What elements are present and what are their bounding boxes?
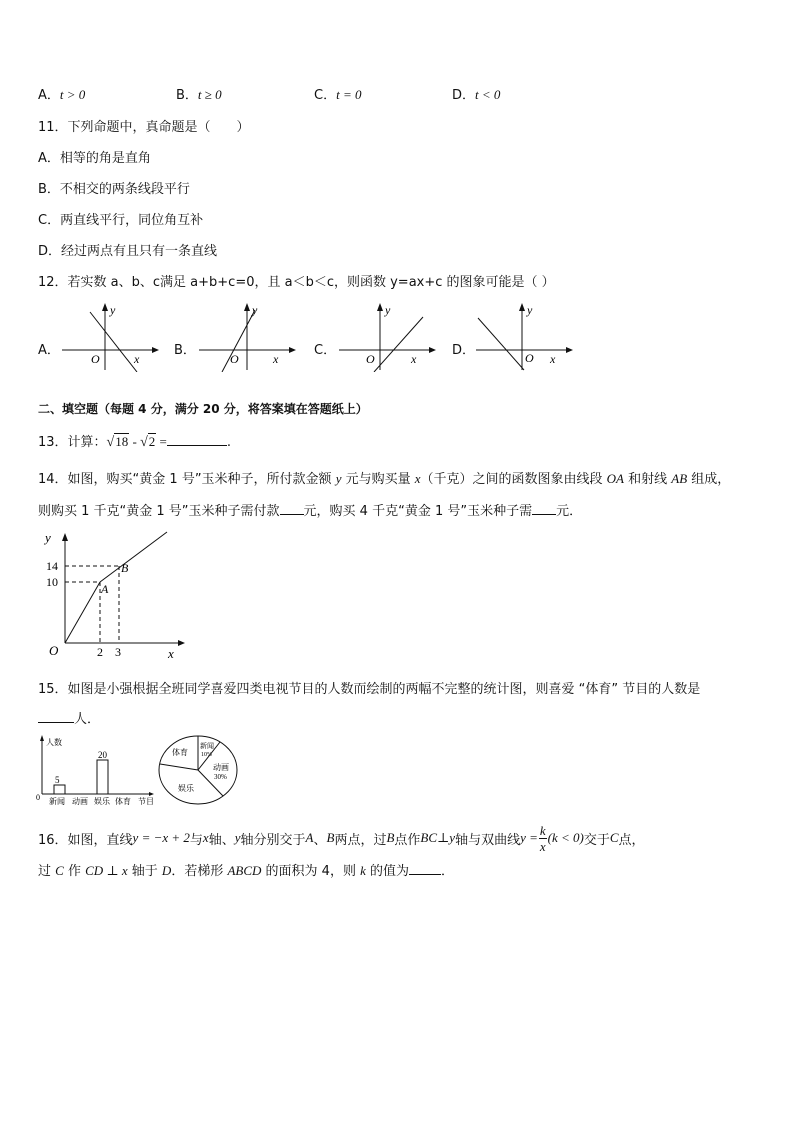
x-label: x bbox=[134, 352, 140, 366]
x-tick-3: 3 bbox=[115, 645, 121, 659]
q15-bar-chart bbox=[32, 732, 160, 808]
x-label: x bbox=[550, 352, 556, 366]
q12-graph-a bbox=[60, 300, 160, 372]
label-sports: 体育 bbox=[172, 748, 188, 757]
answer-blank[interactable] bbox=[38, 710, 74, 723]
category-news: 新闻 bbox=[49, 797, 65, 806]
ray-ab bbox=[100, 532, 167, 582]
y-axis-arrow bbox=[62, 533, 68, 541]
label-entertainment: 娱乐 bbox=[178, 784, 194, 793]
x-axis-arrow bbox=[289, 347, 296, 353]
y-tick-14: 14 bbox=[46, 559, 58, 573]
bar-news bbox=[54, 785, 65, 794]
q15-pie-chart bbox=[157, 734, 239, 806]
q16-line2: 过 C 作 CD ⊥ x 轴于 D．若梯形 ABCD 的面积为 4，则 k 的值为 ． bbox=[38, 863, 455, 879]
q12-graph-d bbox=[474, 300, 574, 372]
q11-option-b: B．不相交的两条线段平行 bbox=[38, 182, 190, 197]
y-axis-arrow bbox=[40, 735, 44, 741]
x-label: x bbox=[273, 352, 279, 366]
x-axis-arrow bbox=[149, 792, 154, 796]
category-animation: 动画 bbox=[72, 797, 88, 806]
answer-blank-2[interactable] bbox=[532, 502, 556, 515]
label-animation-percent: 30% bbox=[214, 773, 227, 781]
value-label-5: 5 bbox=[55, 775, 60, 785]
sqrt-symbol: √ bbox=[140, 435, 148, 450]
origin-label: O bbox=[230, 352, 239, 366]
origin-label: 0 bbox=[36, 793, 40, 802]
value-label-20: 20 bbox=[98, 750, 107, 760]
q10-option-d: D．t < 0 bbox=[452, 87, 501, 103]
origin-label: O bbox=[91, 352, 100, 366]
y-tick-10: 10 bbox=[46, 575, 58, 589]
answer-blank[interactable] bbox=[167, 433, 227, 446]
y-label: y bbox=[110, 303, 116, 317]
y-axis-arrow bbox=[244, 303, 250, 311]
q14-graph bbox=[30, 528, 190, 662]
y-axis-label: 人数 bbox=[46, 738, 62, 747]
q10-option-b: B．t ≥ 0 bbox=[176, 87, 222, 103]
origin-label: O bbox=[525, 351, 534, 365]
q16-line1: 16．如图，直线 y = −x + 2 与 x 轴、 y 轴分别交于 A 、 B 两点，过 B 点作 BC ⊥ y 轴与双曲线 y = $\frac{k}{x}$ (k < 0) 交于 C 点， bbox=[38, 822, 645, 854]
y-label: y bbox=[385, 303, 391, 317]
section-heading: 二、填空题（每题 4 分，满分 20 分，将答案填在答题纸上） bbox=[38, 402, 368, 416]
segment-oa bbox=[65, 582, 100, 643]
x-label: x bbox=[411, 352, 417, 366]
y-label: y bbox=[252, 303, 258, 317]
y-label: y bbox=[527, 303, 533, 317]
radicand-18: 18 bbox=[115, 434, 129, 449]
q15-line2: 人． bbox=[38, 708, 100, 727]
x-axis-arrow bbox=[152, 347, 159, 353]
q11-option-d: D．经过两点有且只有一条直线 bbox=[38, 244, 218, 259]
q12-option-c-label: C． bbox=[314, 343, 337, 358]
y-axis-arrow bbox=[102, 303, 108, 311]
y-axis-arrow bbox=[519, 303, 525, 311]
function-line bbox=[478, 318, 524, 370]
y-label: y bbox=[45, 530, 51, 545]
x-axis-label: 节目 bbox=[138, 797, 154, 806]
q12-option-a-label: A． bbox=[38, 343, 60, 358]
x-axis-arrow bbox=[566, 347, 573, 353]
q11-stem: 11．下列命题中，真命题是（ ） bbox=[38, 120, 250, 135]
answer-blank-1[interactable] bbox=[280, 502, 304, 515]
q12-option-d-label: D． bbox=[452, 343, 476, 358]
q14-line1: 14．如图，购买“黄金 1 号”玉米种子，所付款金额 y 元与购买量 x（千克）之间的函数图象由线段 OA 和射线 AB 组成， bbox=[38, 471, 731, 487]
label-news: 新闻 bbox=[200, 742, 214, 750]
q12-stem: 12．若实数 a、b、c满足 a+b+c=0，且 a＜b＜c，则函数 y=ax+c 的图象可能是（ ） bbox=[38, 275, 555, 290]
sqrt-symbol: √ bbox=[106, 435, 115, 450]
point-b-label: B bbox=[121, 561, 129, 575]
x-label: x bbox=[168, 646, 174, 661]
q13-line: 13．计算：√18 - √2 = . bbox=[38, 434, 231, 450]
category-entertainment: 娱乐 bbox=[94, 797, 110, 806]
q12-graph-c bbox=[337, 300, 437, 372]
q15-stem: 15．如图是小强根据全班同学喜爱四类电视节目的人数而绘制的两幅不完整的统计图，则喜爱 “体育” 节目的人数是 bbox=[38, 682, 701, 697]
x-axis-arrow bbox=[178, 640, 185, 646]
q11-option-a: A．相等的角是直角 bbox=[38, 151, 151, 166]
q12-graph-b bbox=[197, 300, 297, 372]
answer-blank[interactable] bbox=[409, 862, 441, 875]
radicand-2: 2 bbox=[148, 434, 156, 449]
category-sports: 体育 bbox=[115, 797, 131, 806]
q12-option-b-label: B． bbox=[174, 343, 196, 358]
point-a-label: A bbox=[101, 582, 109, 596]
q14-line2: 则购买 1 千克“黄金 1 号”玉米种子需付款 元，购买 4 千克“黄金 1 号”玉米种子需 元． bbox=[38, 504, 583, 519]
origin-label: O bbox=[366, 352, 375, 366]
y-axis-arrow bbox=[377, 303, 383, 311]
label-animation: 动画 bbox=[213, 763, 229, 772]
label-news-percent: 10% bbox=[201, 752, 212, 758]
fraction-k-over-x: $\frac{k}{x}$ bbox=[539, 822, 546, 854]
x-axis-arrow bbox=[429, 347, 436, 353]
q11-option-c: C．两直线平行，同位角互补 bbox=[38, 213, 204, 228]
origin-label: O bbox=[49, 643, 59, 658]
x-tick-2: 2 bbox=[97, 645, 103, 659]
q10-option-c: C．t = 0 bbox=[314, 87, 362, 103]
bar-entertainment bbox=[97, 760, 108, 794]
q10-option-a: A．t > 0 bbox=[38, 87, 86, 103]
